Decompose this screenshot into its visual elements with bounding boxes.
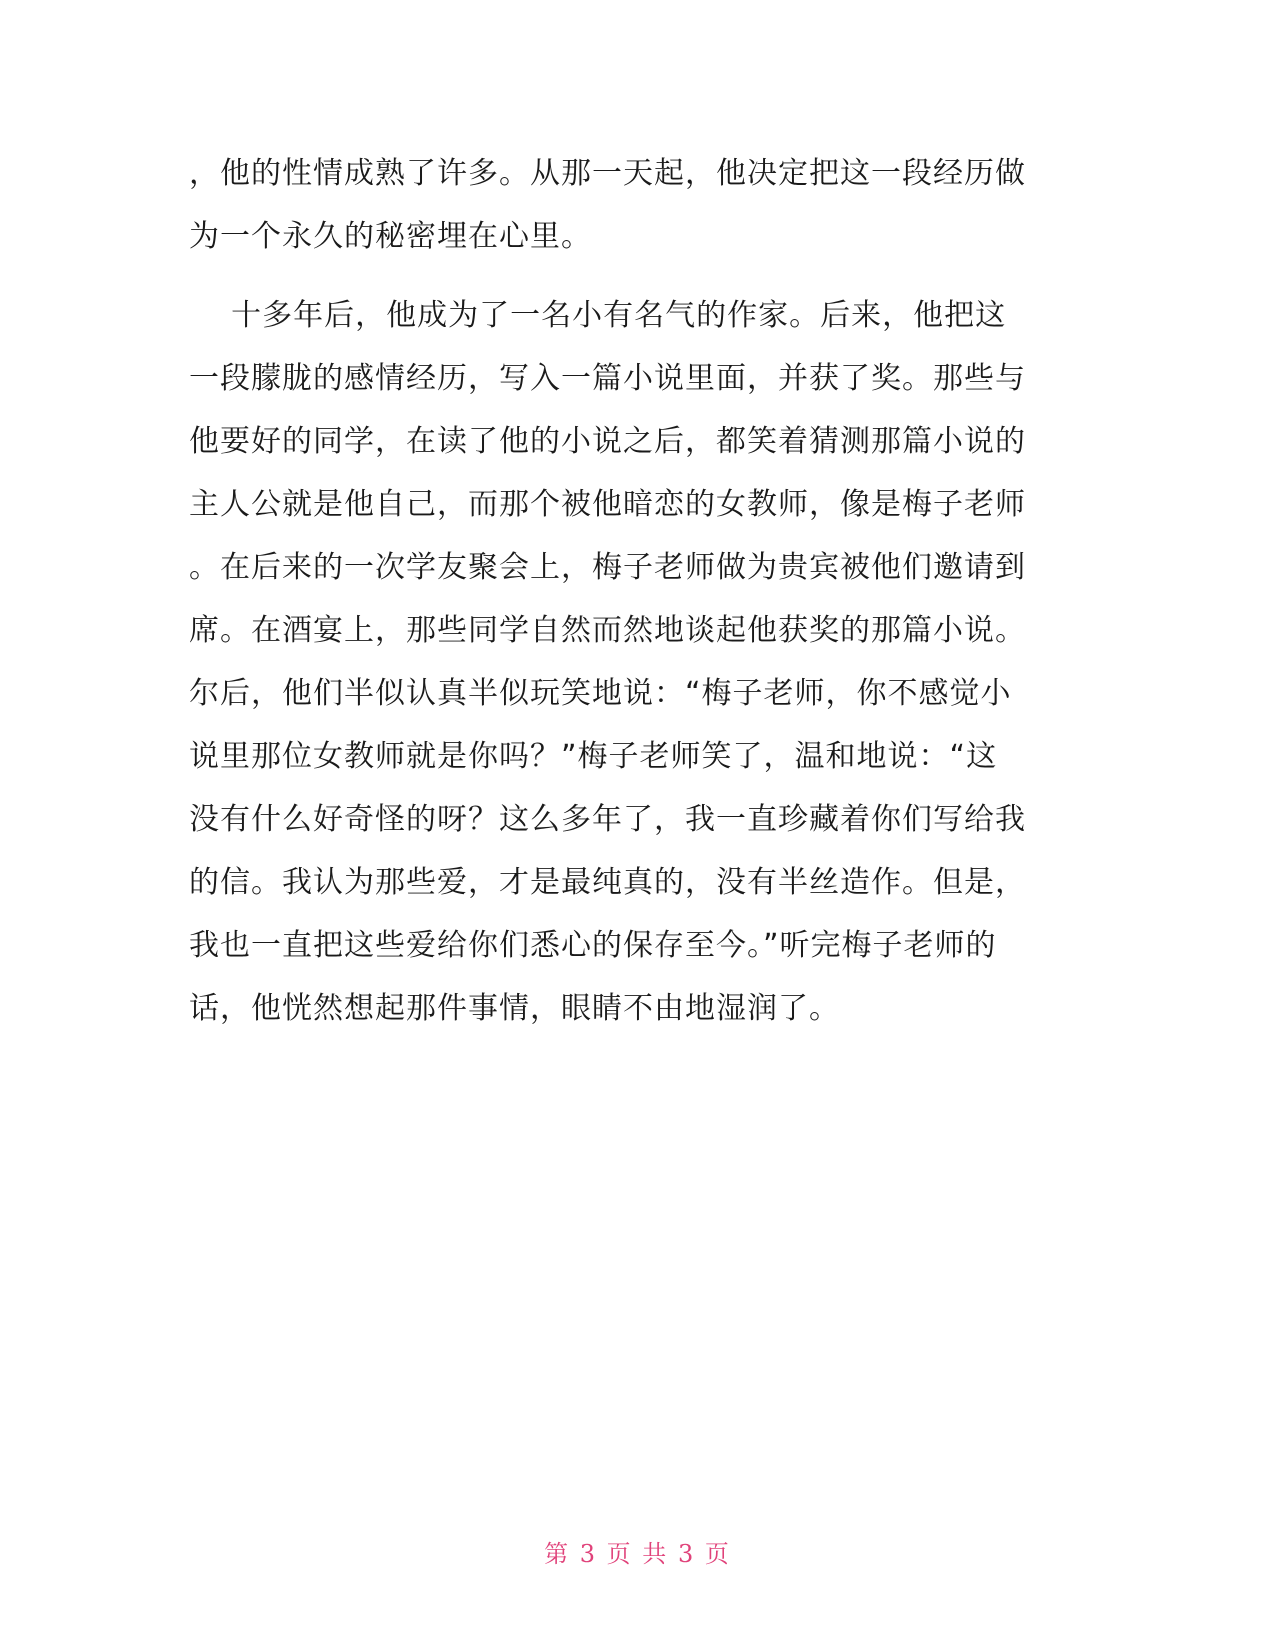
text-line: 的信。我认为那些爱，才是最纯真的，没有半丝造作。但是， bbox=[189, 865, 1026, 900]
paragraph bbox=[189, 284, 1089, 1040]
text-line: 他要好的同学，在读了他的小说之后，都笑着猜测那篇小说的 bbox=[189, 424, 1026, 459]
text-line: 一段朦胧的感情经历，写入一篇小说里面，并获了奖。那些与 bbox=[189, 361, 1026, 396]
text-line: 主人公就是他自己，而那个被他暗恋的女教师，像是梅子老师 bbox=[189, 487, 1026, 522]
paragraph-gap bbox=[189, 268, 1089, 284]
text-line: 十多年后，他成为了一名小有名气的作家。后来，他把这 bbox=[189, 298, 1007, 333]
text-line: 席。在酒宴上，那些同学自然而然地谈起他获奖的那篇小说。 bbox=[189, 613, 1026, 648]
text-line: 尔后，他们半似认真半似玩笑地说：“梅子老师，你不感觉小 bbox=[189, 676, 1012, 711]
text-line: 没有什么好奇怪的呀？这么多年了，我一直珍藏着你们写给我 bbox=[189, 802, 1026, 837]
page-number-footer: 第 3 页 共 3 页 bbox=[544, 1540, 731, 1568]
text-line: 说里那位女教师就是你吗？”梅子老师笑了，温和地说：“这 bbox=[189, 739, 998, 774]
text-line: 为一个永久的秘密埋在心里。 bbox=[189, 219, 592, 254]
body-text bbox=[189, 142, 1089, 1040]
paragraph bbox=[189, 142, 1089, 268]
text-line: 。在后来的一次学友聚会上，梅子老师做为贵宾被他们邀请到 bbox=[189, 550, 1026, 585]
text-line: 我也一直把这些爱给你们悉心的保存至今。”听完梅子老师的 bbox=[189, 928, 997, 963]
text-line: 话，他恍然想起那件事情，眼睛不由地湿润了。 bbox=[189, 991, 840, 1026]
text-line: ，他的性情成熟了许多。从那一天起，他决定把这一段经历做 bbox=[189, 156, 1026, 191]
